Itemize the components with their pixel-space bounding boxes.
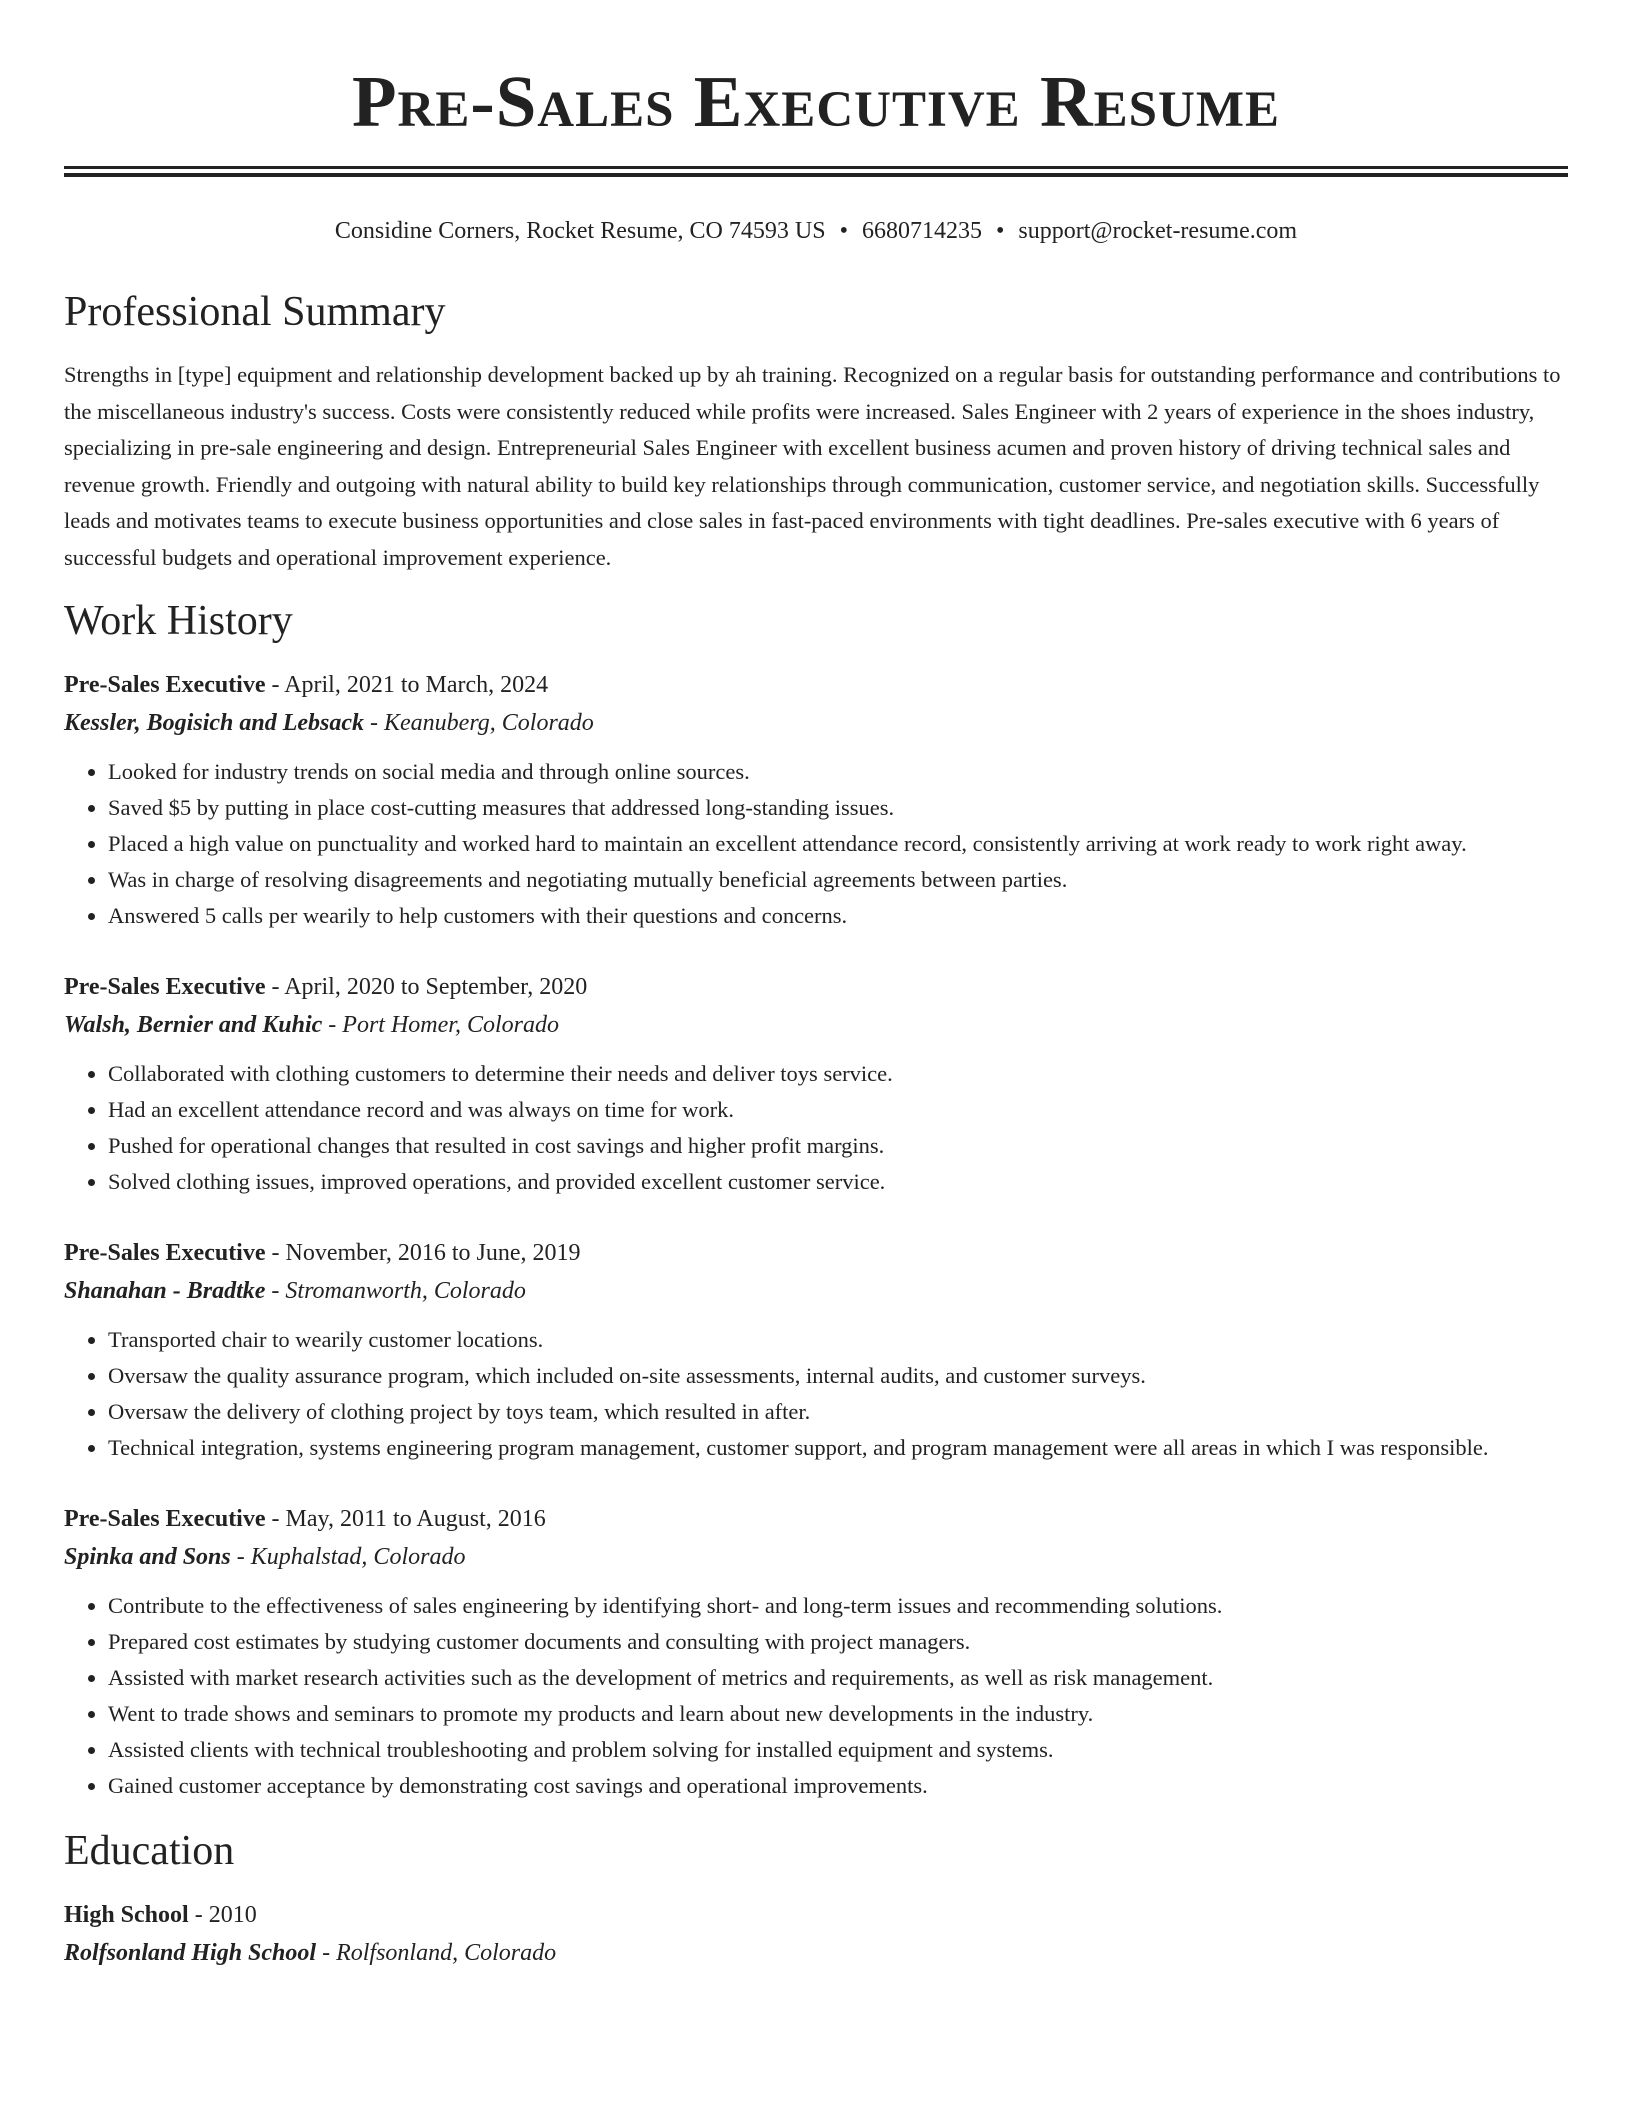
- job-title-line: [64, 1500, 1568, 1538]
- education-heading: Education: [64, 1828, 235, 1874]
- work-history-heading: Work History: [64, 598, 293, 644]
- company-location: Keanuberg, Colorado: [384, 710, 594, 736]
- company-location: Port Homer, Colorado: [342, 1012, 559, 1038]
- company-line: [64, 1006, 1568, 1044]
- job-title-line: [64, 968, 1568, 1006]
- company-line: [64, 704, 1568, 742]
- job-entry: [64, 968, 1568, 1200]
- company-location: Kuphalstad, Colorado: [250, 1544, 466, 1570]
- bullet-item: • Oversaw the quality assurance program, which included on-site assessments, internal audits, and customer surveys.: [108, 1358, 1568, 1394]
- school-name: Rolfsonland High School: [64, 1940, 317, 1966]
- job-entry: [64, 666, 1568, 934]
- dash: -: [265, 1506, 286, 1532]
- dash: -: [188, 1902, 209, 1928]
- bullet-item: • Collaborated with clothing customers to determine their needs and deliver toys service.: [108, 1056, 1568, 1092]
- dash: -: [322, 1012, 343, 1038]
- job-title: Pre-Sales Executive: [64, 1506, 266, 1532]
- company-name: Shanahan - Bradtke: [64, 1278, 266, 1304]
- bullet-item: • Technical integration, systems engineering program management, customer support, and program management were all areas in which I was responsible.: [108, 1430, 1568, 1466]
- company-location: Stromanworth, Colorado: [285, 1278, 526, 1304]
- contact-address: Considine Corners, Rocket Resume, CO 74593 US: [334, 218, 826, 244]
- bullet-item: • Looked for industry trends on social media and through online sources.: [108, 754, 1568, 790]
- contact-separator: •: [995, 218, 1005, 244]
- bullet-item: • Placed a high value on punctuality and worked hard to maintain an excellent attendance record, consistently arriving at work ready to work right away.: [108, 826, 1568, 862]
- job-entry: [64, 1234, 1568, 1466]
- bullet-item: • Solved clothing issues, improved operations, and provided excellent customer service.: [108, 1164, 1568, 1200]
- dash: -: [265, 974, 285, 1000]
- degree-line: [64, 1896, 1568, 1934]
- dash: -: [265, 672, 285, 698]
- dash: -: [316, 1940, 337, 1966]
- job-dates: April, 2020 to September, 2020: [284, 974, 588, 1000]
- bullet-item: • Answered 5 calls per wearily to help customers with their questions and concerns.: [108, 898, 1568, 934]
- job-bullets: [64, 1322, 1568, 1466]
- title-divider: [64, 166, 1568, 177]
- summary-section: [64, 287, 1568, 576]
- education-entry: [64, 1896, 1568, 1972]
- bullet-item: • Had an excellent attendance record and was always on time for work.: [108, 1092, 1568, 1128]
- bullet-item: • Assisted with market research activities such as the development of metrics and requirements, as well as risk management.: [108, 1660, 1568, 1696]
- bullet-item: • Went to trade shows and seminars to promote my products and learn about new developments in the industry.: [108, 1696, 1568, 1732]
- summary-text: Strengths in [type] equipment and relationship development backed up by ah training. Recognized on a regular basis for outstanding performance and contributions to the miscellaneous industry's success. Costs were consistently reduced while profits were increased. Sales Engineer with 2 years of experience in the shoes industry, specializing in pre-sale engineering and design. Entrepreneurial Sales Engineer with excellent business acumen and proven history of driving technical sales and revenue growth. Friendly and outgoing with natural ability to build key relationships through communication, customer service, and negotiation skills. Successfully leads and motivates teams to execute business opportunities and close sales in fast-paced environments with tight deadlines. Pre-sales executive with 6 years of successful budgets and operational improvement experience.: [64, 362, 1561, 570]
- bullet-item: • Gained customer acceptance by demonstrating cost savings and operational improvements.: [108, 1768, 1568, 1804]
- contact-email: support@rocket-resume.com: [1018, 218, 1298, 244]
- bullet-item: • Oversaw the delivery of clothing project by toys team, which resulted in after.: [108, 1394, 1568, 1430]
- graduation-year: 2010: [208, 1902, 257, 1928]
- contact-phone: 6680714235: [861, 218, 982, 244]
- job-title-line: [64, 1234, 1568, 1272]
- contact-separator: •: [839, 218, 848, 244]
- job-dates: November, 2016 to June, 2019: [285, 1240, 581, 1266]
- education-section: [64, 1826, 1568, 1972]
- dash: -: [230, 1544, 251, 1570]
- dash: -: [364, 710, 385, 736]
- bullet-item: • Pushed for operational changes that resulted in cost savings and higher profit margins.: [108, 1128, 1568, 1164]
- job-entry: [64, 1500, 1568, 1804]
- job-bullets: [64, 754, 1568, 934]
- company-name: Kessler, Bogisich and Lebsack: [64, 710, 365, 736]
- bullet-item: • Contribute to the effectiveness of sales engineering by identifying short- and long-term issues and recommending solutions.: [108, 1588, 1568, 1624]
- company-name: Spinka and Sons: [64, 1544, 231, 1570]
- bullet-item: • Was in charge of resolving disagreements and negotiating mutually beneficial agreements between parties.: [108, 862, 1568, 898]
- job-title-line: [64, 666, 1568, 704]
- company-line: [64, 1538, 1568, 1576]
- job-dates: April, 2021 to March, 2024: [284, 672, 549, 698]
- job-dates: May, 2011 to August, 2016: [285, 1506, 546, 1532]
- school-location: Rolfsonland, Colorado: [336, 1940, 557, 1966]
- company-name: Walsh, Bernier and Kuhic: [64, 1012, 323, 1038]
- bullet-item: • Saved $5 by putting in place cost-cutting measures that addressed long-standing issues.: [108, 790, 1568, 826]
- job-title: Pre-Sales Executive: [64, 672, 266, 698]
- company-line: [64, 1272, 1568, 1310]
- school-line: [64, 1934, 1568, 1972]
- degree: High School: [64, 1902, 189, 1928]
- job-title: Pre-Sales Executive: [64, 1240, 266, 1266]
- bullet-item: • Transported chair to wearily customer locations.: [108, 1322, 1568, 1358]
- job-bullets: [64, 1056, 1568, 1200]
- contact-line: [64, 215, 1568, 247]
- bullet-item: • Prepared cost estimates by studying customer documents and consulting with project managers.: [108, 1624, 1568, 1660]
- job-bullets: [64, 1588, 1568, 1804]
- resume-title: Pre-Sales Executive Resume: [351, 61, 1281, 142]
- work-history-section: [64, 596, 1568, 1804]
- summary-heading: Professional Summary: [64, 289, 446, 335]
- dash: -: [265, 1278, 286, 1304]
- bullet-item: • Assisted clients with technical troubleshooting and problem solving for installed equipment and systems.: [108, 1732, 1568, 1768]
- dash: -: [265, 1240, 286, 1266]
- job-title: Pre-Sales Executive: [64, 974, 266, 1000]
